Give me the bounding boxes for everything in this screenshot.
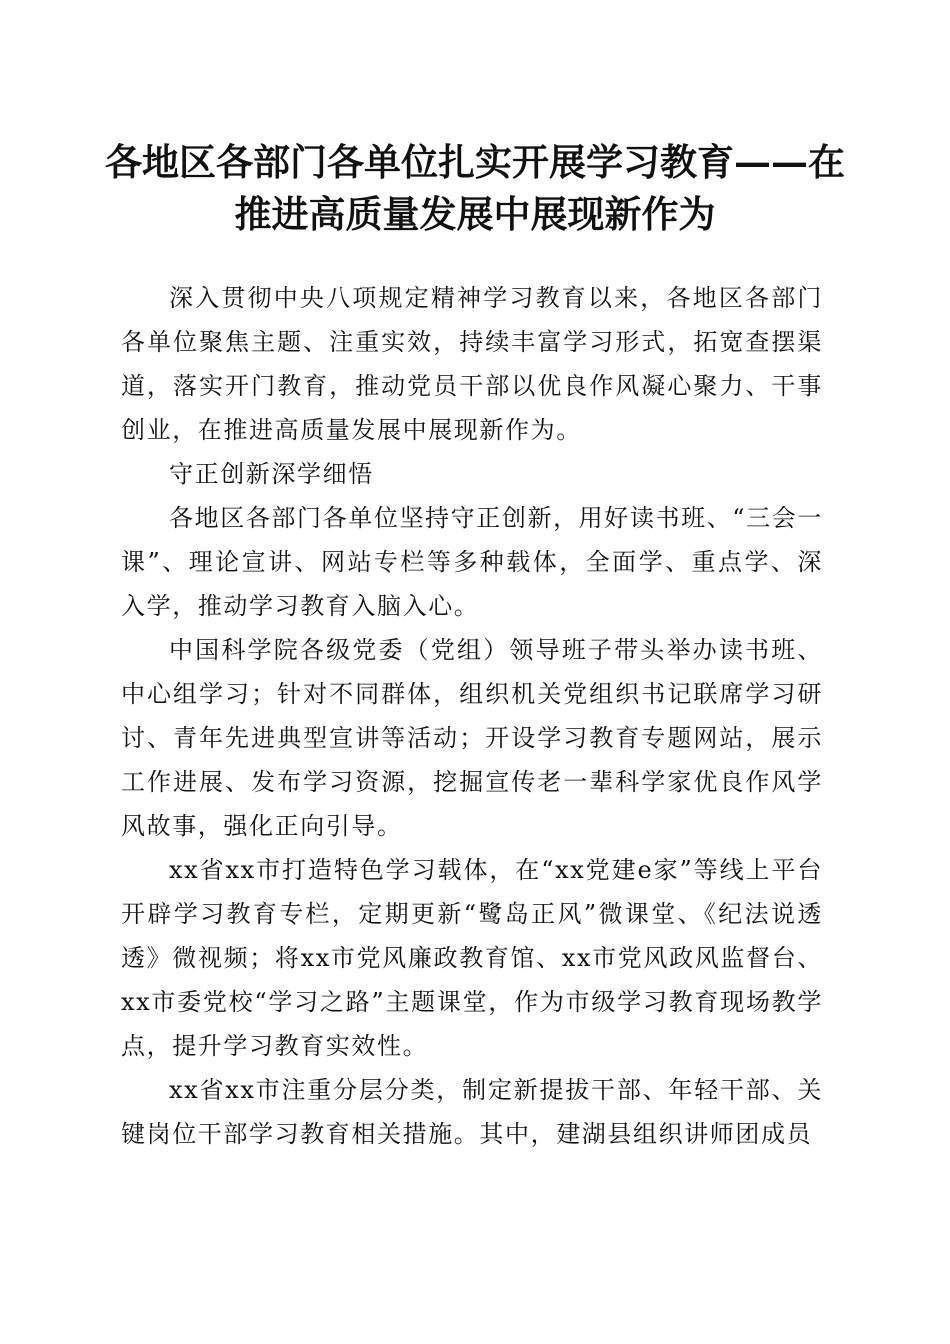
title-line-1: 各地区各部门各单位扎实开展学习教育——在 (105, 140, 845, 184)
document-title (100, 136, 850, 240)
body-paragraph: xx省xx市注重分层分类，制定新提拔干部、年轻干部、关键岗位干部学习教育相关措施。其中，建湖县组织讲师团成员 (121, 1076, 823, 1148)
document-body (121, 276, 823, 1156)
intro-paragraph: 深入贯彻中央八项规定精神学习教育以来，各地区各部门各单位聚焦主题、注重实效，持续丰富学习形式，拓宽查摆渠道，落实开门教育，推动党员干部以优良作风凝心聚力、干事创业，在推进高质量发展中展现新作为。 (121, 284, 823, 444)
section-heading: 守正创新深学细悟 (169, 460, 374, 488)
body-paragraph: xx省xx市打造特色学习载体，在“xx党建e家”等线上平台开辟学习教育专栏，定期更新“鹭岛正风”微课堂、《纪法说透透》微视频；将xx市党风廉政教育馆、xx市党风政风监督台、xx市委党校“学习之路”主题课堂，作为市级学习教育现场教学点，提升学习教育实效性。 (121, 856, 823, 1060)
title-line-2: 推进高质量发展中展现新作为 (234, 192, 716, 236)
body-paragraph: 各地区各部门各单位坚持守正创新，用好读书班、“三会一课”、理论宣讲、网站专栏等多种载体，全面学、重点学、深入学，推动学习教育入脑入心。 (121, 504, 823, 620)
body-paragraph: 中国科学院各级党委（党组）领导班子带头举办读书班、中心组学习；针对不同群体，组织机关党组织书记联席学习研讨、青年先进典型宣讲等活动；开设学习教育专题网站，展示工作进展、发布学习资源，挖掘宣传老一辈科学家优良作风学风故事，强化正向引导。 (121, 636, 823, 840)
